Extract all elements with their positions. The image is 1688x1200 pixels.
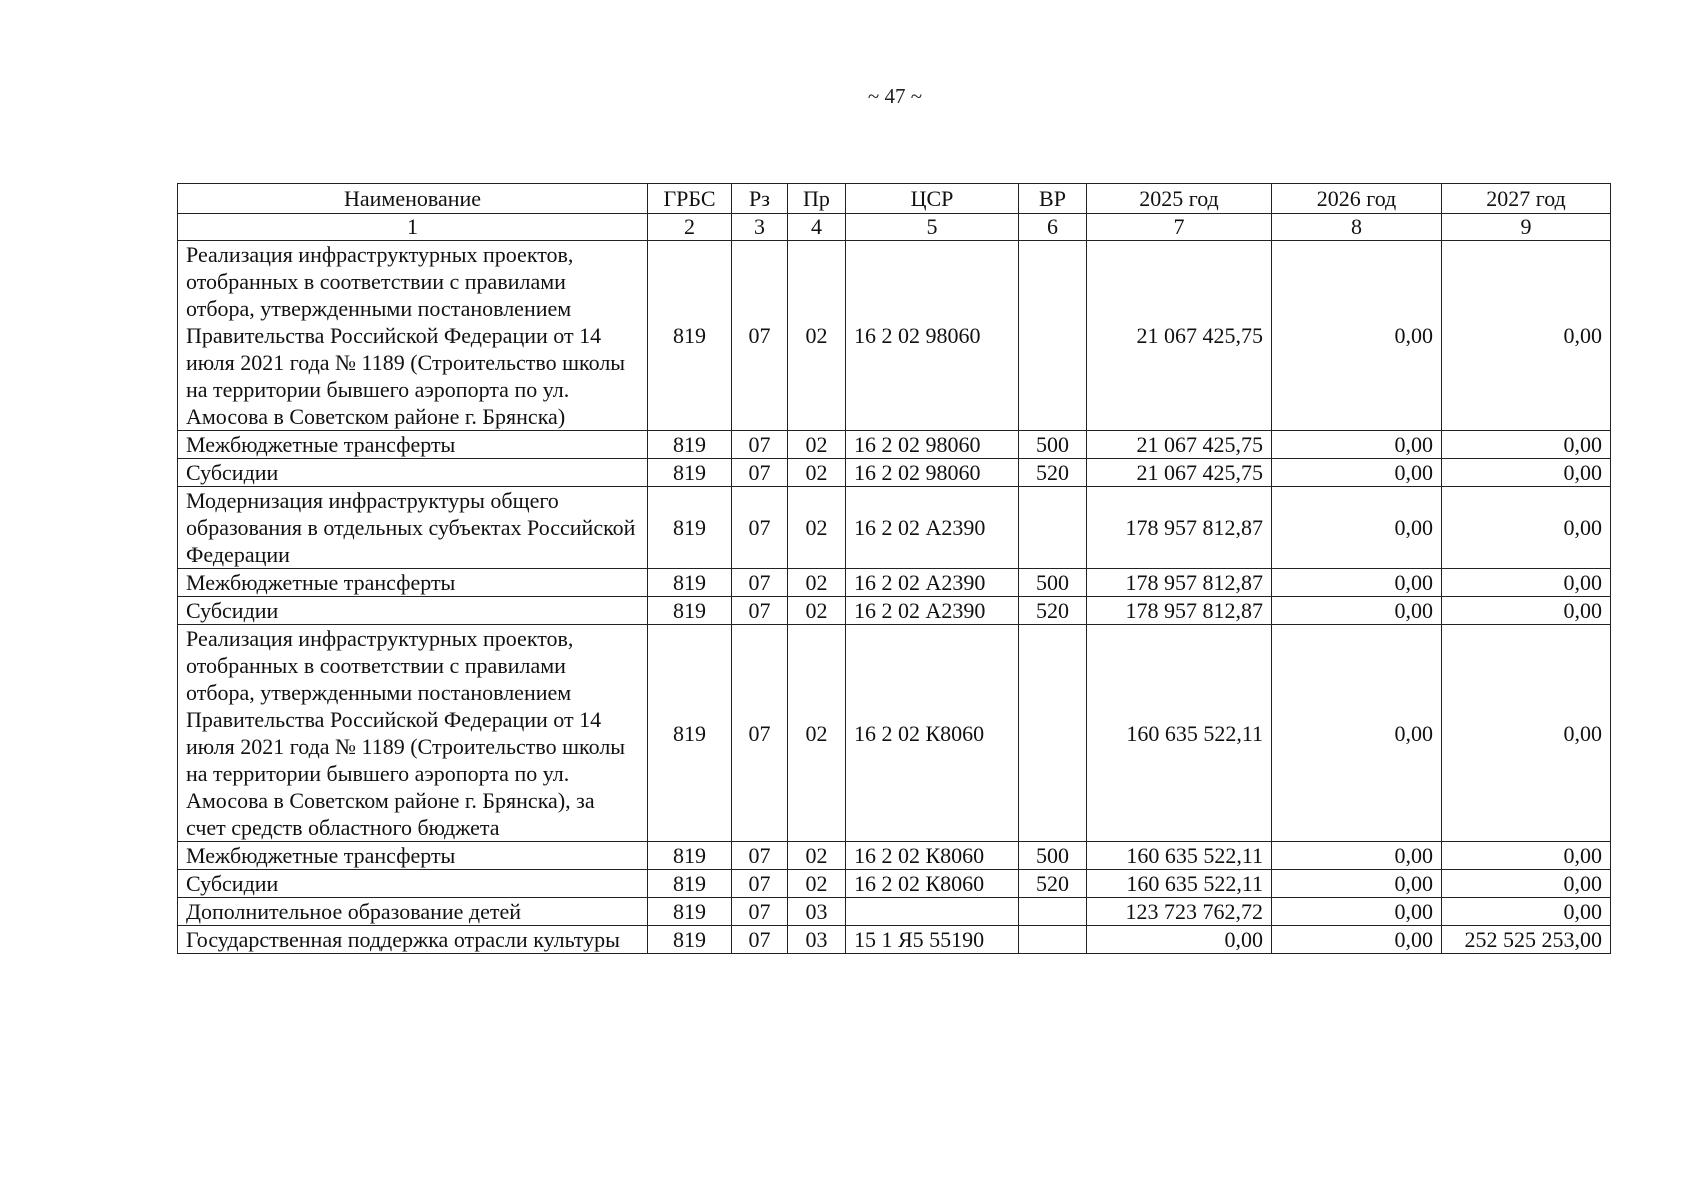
- cell-name: Межбюджетные трансферты: [178, 842, 648, 870]
- cell-vr: 520: [1019, 870, 1087, 898]
- column-number: 7: [1087, 214, 1272, 241]
- cell-2027: 0,00: [1442, 625, 1611, 842]
- cell-pr: 02: [788, 597, 846, 625]
- cell-2025: 160 635 522,11: [1087, 625, 1272, 842]
- column-number: 9: [1442, 214, 1611, 241]
- cell-csr: 16 2 02 К8060: [846, 842, 1019, 870]
- cell-vr: [1019, 487, 1087, 569]
- table-row: [178, 431, 1611, 459]
- column-number-row: [178, 214, 1611, 241]
- column-number: 8: [1272, 214, 1442, 241]
- table-row: [178, 898, 1611, 926]
- cell-csr: 15 1 Я5 55190: [846, 926, 1019, 954]
- cell-vr: 520: [1019, 597, 1087, 625]
- cell-grbs: 819: [648, 241, 732, 431]
- cell-2027: 0,00: [1442, 597, 1611, 625]
- cell-csr: 16 2 02 98060: [846, 241, 1019, 431]
- cell-csr: 16 2 02 К8060: [846, 870, 1019, 898]
- table-body: [178, 241, 1611, 954]
- cell-pr: 03: [788, 926, 846, 954]
- cell-rz: 07: [732, 842, 788, 870]
- cell-csr: 16 2 02 98060: [846, 459, 1019, 487]
- cell-2025: 21 067 425,75: [1087, 241, 1272, 431]
- table-header: [178, 184, 1611, 241]
- header-name: Наименование: [178, 184, 648, 214]
- cell-2027: 0,00: [1442, 459, 1611, 487]
- cell-name: Межбюджетные трансферты: [178, 431, 648, 459]
- column-number: 4: [788, 214, 846, 241]
- cell-rz: 07: [732, 625, 788, 842]
- cell-rz: 07: [732, 926, 788, 954]
- table-row: [178, 625, 1611, 842]
- cell-csr: 16 2 02 А2390: [846, 597, 1019, 625]
- header-csr: ЦСР: [846, 184, 1019, 214]
- cell-pr: 02: [788, 487, 846, 569]
- header-2027: 2027 год: [1442, 184, 1611, 214]
- header-2026: 2026 год: [1272, 184, 1442, 214]
- cell-2027: 0,00: [1442, 487, 1611, 569]
- cell-name: Реализация инфраструктурных проектов, отобранных в соответствии с правилами отбора, утвержденными постановлением Правительства Российской Федерации от 14 июля 2021 года № 1189 (Строительство школы на территории бывшего аэропорта по ул. Амосова в Советском районе г. Брянска): [178, 241, 648, 431]
- header-rz: Рз: [732, 184, 788, 214]
- cell-name: Государственная поддержка отрасли культуры: [178, 926, 648, 954]
- column-number: 1: [178, 214, 648, 241]
- cell-2026: 0,00: [1272, 926, 1442, 954]
- header-2025: 2025 год: [1087, 184, 1272, 214]
- cell-2025: 178 957 812,87: [1087, 487, 1272, 569]
- cell-2027: 0,00: [1442, 842, 1611, 870]
- cell-2025: 21 067 425,75: [1087, 459, 1272, 487]
- column-number: 3: [732, 214, 788, 241]
- cell-pr: 02: [788, 842, 846, 870]
- cell-rz: 07: [732, 870, 788, 898]
- cell-2026: 0,00: [1272, 898, 1442, 926]
- cell-2026: 0,00: [1272, 842, 1442, 870]
- cell-2025: 160 635 522,11: [1087, 870, 1272, 898]
- cell-csr: 16 2 02 А2390: [846, 487, 1019, 569]
- cell-grbs: 819: [648, 569, 732, 597]
- cell-2026: 0,00: [1272, 431, 1442, 459]
- cell-csr: 16 2 02 А2390: [846, 569, 1019, 597]
- cell-2025: 160 635 522,11: [1087, 842, 1272, 870]
- cell-name: Субсидии: [178, 597, 648, 625]
- cell-name: Реализация инфраструктурных проектов, отобранных в соответствии с правилами отбора, утвержденными постановлением Правительства Российской Федерации от 14 июля 2021 года № 1189 (Строительство школы на территории бывшего аэропорта по ул. Амосова в Советском районе г. Брянска), за счет средств областного бюджета: [178, 625, 648, 842]
- table-row: [178, 569, 1611, 597]
- cell-2026: 0,00: [1272, 569, 1442, 597]
- cell-name: Межбюджетные трансферты: [178, 569, 648, 597]
- cell-rz: 07: [732, 459, 788, 487]
- header-row: [178, 184, 1611, 214]
- table-row: [178, 241, 1611, 431]
- table-row: [178, 926, 1611, 954]
- column-number: 2: [648, 214, 732, 241]
- cell-rz: 07: [732, 597, 788, 625]
- cell-grbs: 819: [648, 487, 732, 569]
- cell-name: Дополнительное образование детей: [178, 898, 648, 926]
- cell-csr: 16 2 02 К8060: [846, 625, 1019, 842]
- cell-vr: 500: [1019, 569, 1087, 597]
- table-row: [178, 487, 1611, 569]
- cell-rz: 07: [732, 431, 788, 459]
- cell-rz: 07: [732, 569, 788, 597]
- cell-vr: 500: [1019, 842, 1087, 870]
- cell-pr: 02: [788, 569, 846, 597]
- cell-name: Субсидии: [178, 870, 648, 898]
- header-pr: Пр: [788, 184, 846, 214]
- cell-pr: 02: [788, 870, 846, 898]
- cell-2026: 0,00: [1272, 870, 1442, 898]
- cell-grbs: 819: [648, 926, 732, 954]
- cell-grbs: 819: [648, 842, 732, 870]
- column-number: 6: [1019, 214, 1087, 241]
- cell-grbs: 819: [648, 870, 732, 898]
- table-row: [178, 459, 1611, 487]
- cell-vr: 520: [1019, 459, 1087, 487]
- cell-2026: 0,00: [1272, 459, 1442, 487]
- cell-pr: 02: [788, 459, 846, 487]
- cell-rz: 07: [732, 487, 788, 569]
- column-number: 5: [846, 214, 1019, 241]
- cell-pr: 02: [788, 241, 846, 431]
- cell-pr: 02: [788, 625, 846, 842]
- cell-2026: 0,00: [1272, 625, 1442, 842]
- cell-vr: [1019, 898, 1087, 926]
- cell-pr: 03: [788, 898, 846, 926]
- cell-grbs: 819: [648, 431, 732, 459]
- cell-2026: 0,00: [1272, 597, 1442, 625]
- cell-name: Модернизация инфраструктуры общего образования в отдельных субъектах Российской Федерации: [178, 487, 648, 569]
- table-row: [178, 842, 1611, 870]
- cell-grbs: 819: [648, 898, 732, 926]
- cell-csr: 16 2 02 98060: [846, 431, 1019, 459]
- cell-2025: 21 067 425,75: [1087, 431, 1272, 459]
- cell-2027: 0,00: [1442, 241, 1611, 431]
- cell-vr: [1019, 625, 1087, 842]
- header-grbs: ГРБС: [648, 184, 732, 214]
- cell-vr: 500: [1019, 431, 1087, 459]
- cell-2025: 0,00: [1087, 926, 1272, 954]
- cell-rz: 07: [732, 898, 788, 926]
- page-number: ~ 47 ~: [867, 84, 923, 108]
- budget-table: [177, 183, 1611, 954]
- cell-grbs: 819: [648, 459, 732, 487]
- cell-pr: 02: [788, 431, 846, 459]
- cell-2026: 0,00: [1272, 487, 1442, 569]
- cell-grbs: 819: [648, 597, 732, 625]
- cell-2025: 123 723 762,72: [1087, 898, 1272, 926]
- cell-2027: 252 525 253,00: [1442, 926, 1611, 954]
- cell-rz: 07: [732, 241, 788, 431]
- cell-2026: 0,00: [1272, 241, 1442, 431]
- table-row: [178, 870, 1611, 898]
- cell-grbs: 819: [648, 625, 732, 842]
- cell-2027: 0,00: [1442, 870, 1611, 898]
- cell-2025: 178 957 812,87: [1087, 597, 1272, 625]
- cell-name: Субсидии: [178, 459, 648, 487]
- cell-2025: 178 957 812,87: [1087, 569, 1272, 597]
- cell-csr: [846, 898, 1019, 926]
- header-vr: ВР: [1019, 184, 1087, 214]
- cell-2027: 0,00: [1442, 569, 1611, 597]
- cell-2027: 0,00: [1442, 431, 1611, 459]
- table-row: [178, 597, 1611, 625]
- cell-vr: [1019, 241, 1087, 431]
- cell-2027: 0,00: [1442, 898, 1611, 926]
- cell-vr: [1019, 926, 1087, 954]
